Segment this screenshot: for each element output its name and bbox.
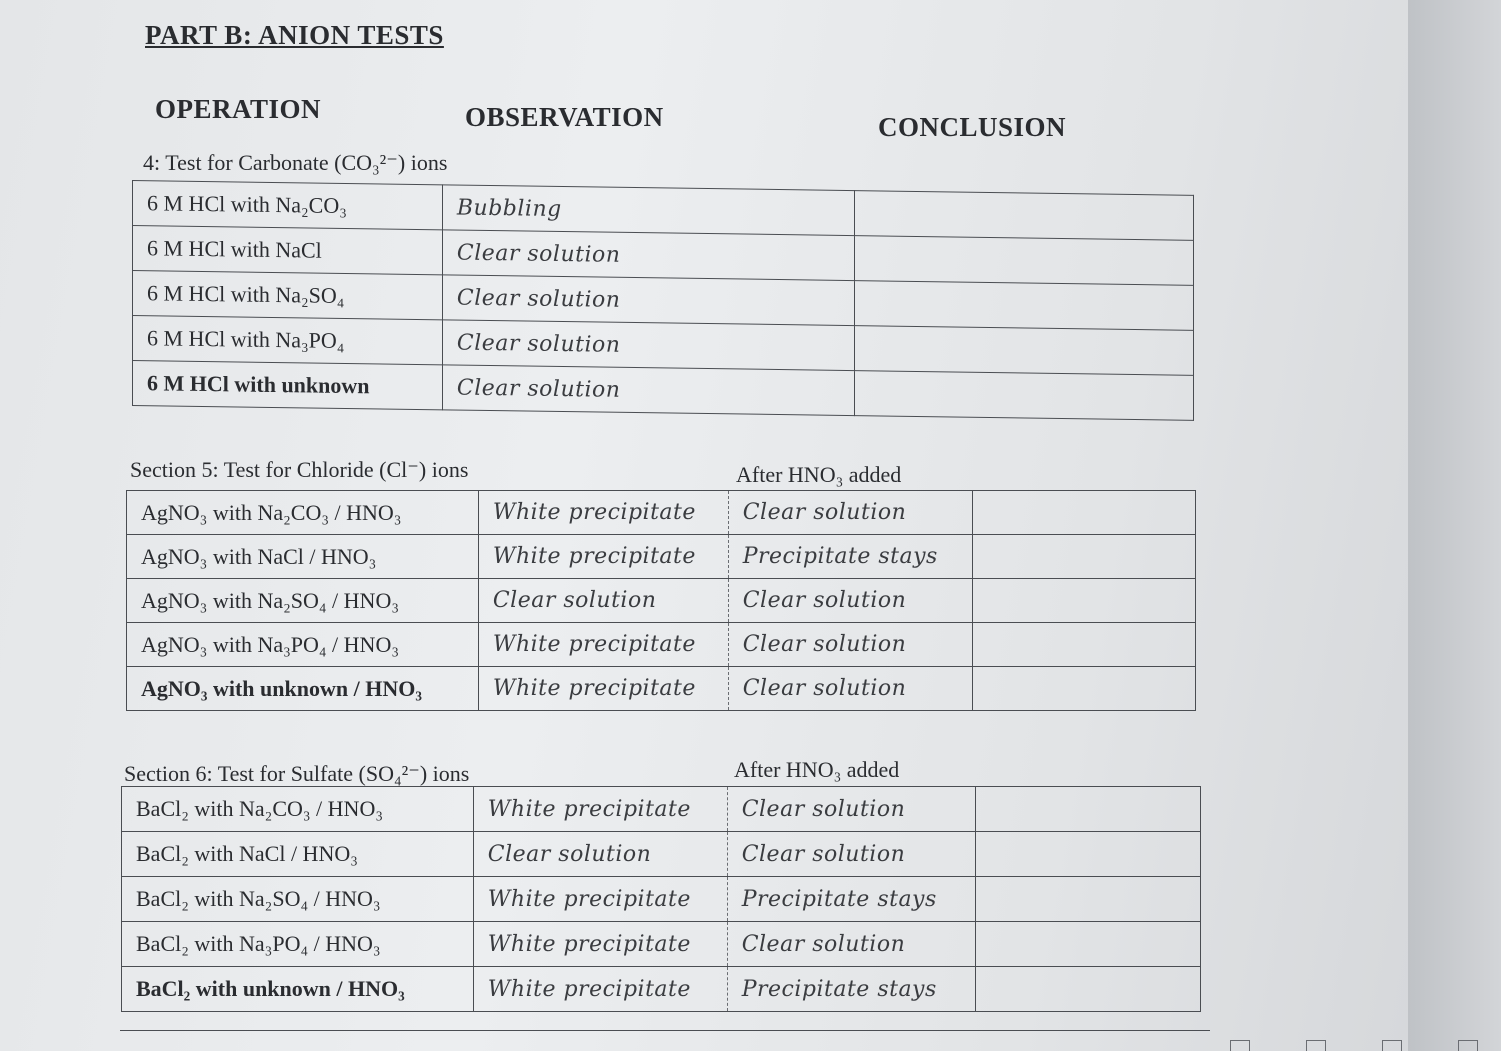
observation-cell: Bubbling <box>442 185 854 236</box>
operation-cell: AgNO₃ with unknown / HNO₃ <box>127 667 479 711</box>
observation-cell: White precipitate <box>473 967 727 1012</box>
chloride-test-table <box>126 490 1196 711</box>
table-row <box>122 877 1201 922</box>
operation-cell: AgNO₃ with Na₂SO₄ / HNO₃ <box>127 579 479 623</box>
observation-cell: White precipitate <box>478 623 728 667</box>
conclusion-header: CONCLUSION <box>878 112 1067 142</box>
conclusion-cell[interactable] <box>975 787 1200 832</box>
observation-cell: White precipitate <box>473 877 727 922</box>
screen-background <box>1408 0 1501 1051</box>
observation-cell: Clear solution <box>473 832 727 877</box>
table-row <box>122 967 1201 1012</box>
observation-cell: Clear solution <box>442 275 854 326</box>
carbonate-test-table <box>132 180 1194 421</box>
operation-cell: 6 M HCl with NaCl <box>133 226 443 275</box>
table-row <box>127 491 1196 535</box>
operation-cell: BaCl₂ with Na₂SO₄ / HNO₃ <box>122 877 474 922</box>
operation-cell: BaCl₂ with unknown / HNO₃ <box>122 967 474 1012</box>
conclusion-cell[interactable] <box>854 281 1194 331</box>
after-hno3-cell: Precipitate stays <box>728 535 972 579</box>
web-layout-icon[interactable] <box>1458 1040 1478 1051</box>
page-title: PART B: ANION TESTS <box>145 20 444 50</box>
observation-cell: White precipitate <box>478 535 728 579</box>
observation-cell: White precipitate <box>473 922 727 967</box>
observation-cell: White precipitate <box>478 667 728 711</box>
operation-cell: 6 M HCl with Na₂SO₄ <box>133 271 443 320</box>
operation-cell: AgNO₃ with Na₃PO₄ / HNO₃ <box>127 623 479 667</box>
after-hno3-cell: Clear solution <box>728 579 972 623</box>
observation-header: OBSERVATION <box>465 102 664 132</box>
sulfate-test-table <box>121 786 1201 1012</box>
conclusion-cell[interactable] <box>854 371 1194 421</box>
section5-caption: Section 5: Test for Chloride (Cl⁻) ions <box>130 457 469 482</box>
after-hno3-cell: Clear solution <box>727 787 975 832</box>
print-layout-icon[interactable] <box>1382 1040 1402 1051</box>
observation-cell: Clear solution <box>478 579 728 623</box>
conclusion-cell[interactable] <box>975 967 1200 1012</box>
table-row <box>127 535 1196 579</box>
status-bar <box>1200 1030 1501 1051</box>
operation-cell: AgNO₃ with Na₂CO₃ / HNO₃ <box>127 491 479 535</box>
operation-cell: BaCl₂ with Na₂CO₃ / HNO₃ <box>122 787 474 832</box>
conclusion-cell[interactable] <box>975 922 1200 967</box>
observation-cell: Clear solution <box>442 365 854 416</box>
conclusion-cell[interactable] <box>972 579 1195 623</box>
conclusion-cell[interactable] <box>854 236 1194 286</box>
conclusion-cell[interactable] <box>972 535 1195 579</box>
section4-caption: 4: Test for Carbonate (CO₃²⁻) ions <box>143 150 448 175</box>
after-hno3-cell: Clear solution <box>727 922 975 967</box>
conclusion-cell[interactable] <box>972 623 1195 667</box>
view-mode-icon[interactable] <box>1230 1040 1250 1051</box>
table-row <box>122 832 1201 877</box>
page-bottom-line <box>120 1030 1210 1032</box>
after-hno3-cell: Clear solution <box>728 667 972 711</box>
observation-cell: White precipitate <box>473 787 727 832</box>
after-hno3-cell: Precipitate stays <box>727 967 975 1012</box>
after-hno3-cell: Clear solution <box>728 623 972 667</box>
conclusion-cell[interactable] <box>854 326 1194 376</box>
table-row <box>122 787 1201 832</box>
conclusion-cell[interactable] <box>854 191 1194 241</box>
read-mode-icon[interactable] <box>1306 1040 1326 1051</box>
section6-caption: Section 6: Test for Sulfate (SO₄²⁻) ions <box>124 761 470 786</box>
after-hno3-label: After HNO₃ added <box>734 757 900 782</box>
observation-cell: White precipitate <box>478 491 728 535</box>
operation-cell: BaCl₂ with Na₃PO₄ / HNO₃ <box>122 922 474 967</box>
operation-cell: AgNO₃ with NaCl / HNO₃ <box>127 535 479 579</box>
table-row <box>127 667 1196 711</box>
table-row <box>127 623 1196 667</box>
after-hno3-cell: Clear solution <box>728 491 972 535</box>
operation-header: OPERATION <box>155 94 322 124</box>
conclusion-cell[interactable] <box>975 877 1200 922</box>
after-hno3-label: After HNO₃ added <box>736 462 902 487</box>
operation-cell: BaCl₂ with NaCl / HNO₃ <box>122 832 474 877</box>
table-row <box>127 579 1196 623</box>
operation-cell: 6 M HCl with unknown <box>133 361 443 410</box>
conclusion-cell[interactable] <box>972 491 1195 535</box>
observation-cell: Clear solution <box>442 230 854 281</box>
operation-cell: 6 M HCl with Na₃PO₄ <box>133 316 443 365</box>
after-hno3-cell: Clear solution <box>727 832 975 877</box>
table-row <box>122 922 1201 967</box>
after-hno3-cell: Precipitate stays <box>727 877 975 922</box>
conclusion-cell[interactable] <box>972 667 1195 711</box>
conclusion-cell[interactable] <box>975 832 1200 877</box>
observation-cell: Clear solution <box>442 320 854 371</box>
operation-cell: 6 M HCl with Na₂CO₃ <box>133 181 443 230</box>
